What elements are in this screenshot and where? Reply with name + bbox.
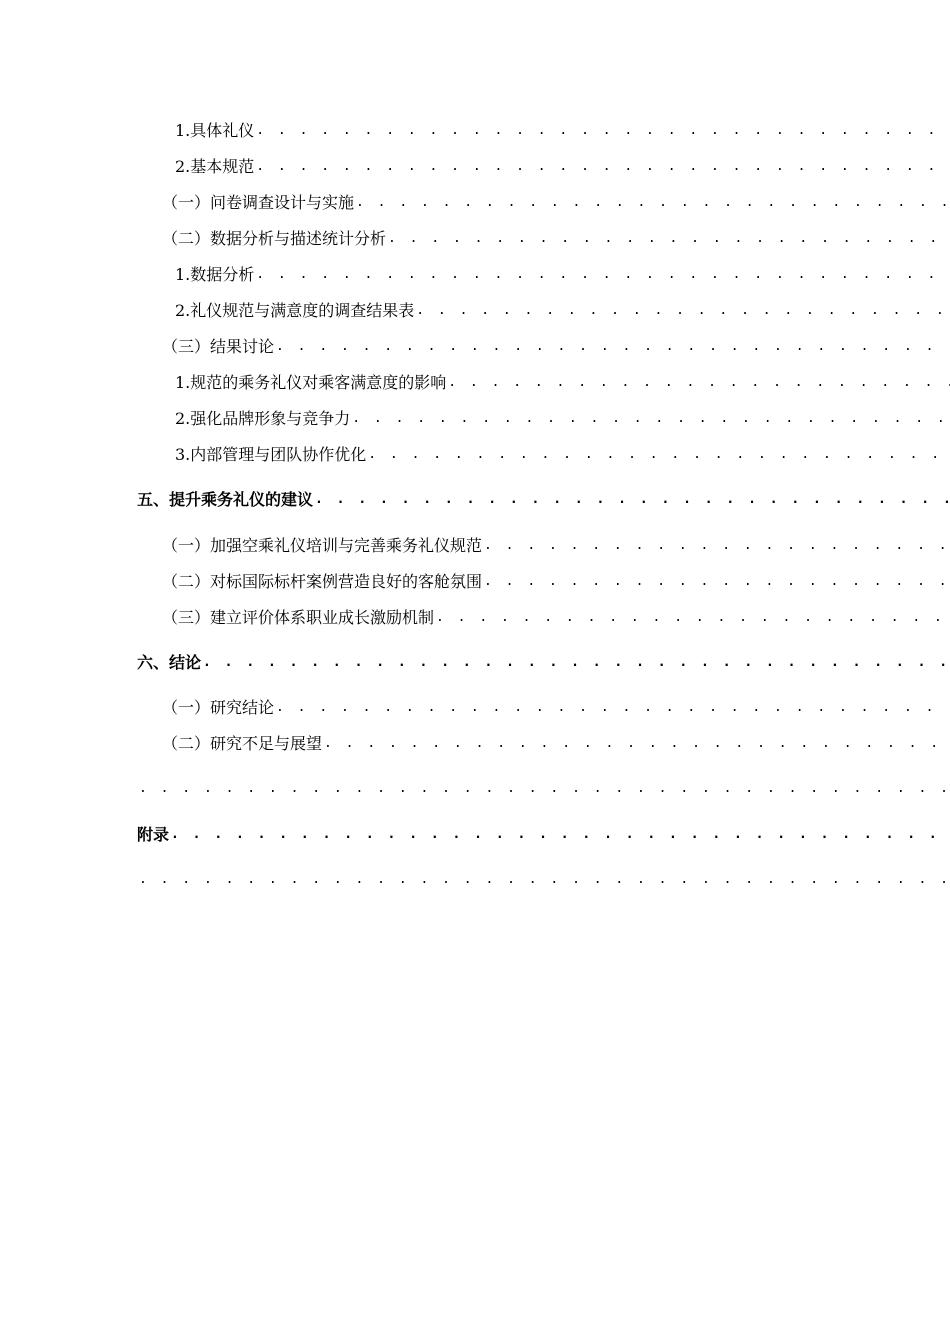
toc-entry-title: 2.基本规范 [175,157,255,176]
toc-entry-chapter[interactable] [0,486,950,510]
toc-leader-dots [315,490,950,510]
toc-entry-untitled[interactable] [0,866,950,890]
toc-entry[interactable] [0,261,950,285]
toc-entry-title: 五、提升乘务礼仪的建议 [137,490,314,509]
toc-entry-untitled[interactable] [0,775,950,799]
toc-entry-title: 1.具体礼仪 [175,121,255,140]
toc-entry[interactable] [0,297,950,321]
toc-entry[interactable] [0,568,950,592]
toc-entry-title: 2.礼仪规范与满意度的调查结果表 [175,301,415,320]
toc-leader-dots [484,572,950,592]
toc-entry-title: 附录 [137,825,170,844]
toc-leader-dots [448,373,950,393]
toc-entry-title: （一）加强空乘礼仪培训与完善乘务礼仪规范 [162,536,483,555]
toc-entry[interactable] [0,694,950,718]
toc-leader-dots [171,825,950,845]
toc-leader-dots [324,734,950,754]
toc-entry[interactable] [0,730,950,754]
toc-entry[interactable] [0,405,950,429]
toc-entry[interactable] [0,369,950,393]
toc-leader-dots [276,698,950,718]
toc-entry-title: （二）对标国际标杆案例营造良好的客舱氛围 [162,572,483,591]
toc-entry[interactable] [0,333,950,357]
toc-entry-title: （一）问卷调查设计与实施 [162,193,355,212]
toc-entry[interactable] [0,532,950,556]
toc-entry-title: （一）研究结论 [162,698,275,717]
toc-entry-chapter[interactable] [0,649,950,673]
toc-leader-dots [436,608,950,628]
toc-leader-dots [484,536,950,556]
toc-entry[interactable] [0,153,950,177]
toc-entry[interactable] [0,117,950,141]
toc-entry[interactable] [0,225,950,249]
toc-entry-title: （二）数据分析与描述统计分析 [162,229,387,248]
toc-leader-dots [416,301,950,321]
toc-entry-title: 1.数据分析 [175,265,255,284]
toc-leader-dots [388,229,950,249]
toc-entry-title: （三）建立评价体系职业成长激励机制 [162,608,435,627]
toc-entry-appendix[interactable] [0,821,950,845]
toc-leader-dots [203,653,950,673]
toc-leader-dots [256,157,950,177]
toc-leader-dots [256,121,950,141]
toc-entry[interactable] [0,189,950,213]
toc-leader-dots [368,445,950,465]
toc-leader-dots [256,265,950,285]
toc-entry-title: 3.内部管理与团队协作优化 [175,445,367,464]
toc-entry-title: （三）结果讨论 [162,337,275,356]
toc-entry-title: 2.强化品牌形象与竞争力 [175,409,351,428]
toc-leader-dots [139,870,950,890]
toc-leader-dots [139,779,950,799]
toc-leader-dots [276,337,950,357]
toc-leader-dots [356,193,950,213]
toc-entry-title: （二）研究不足与展望 [162,734,323,753]
toc-entry[interactable] [0,441,950,465]
toc-entry-title: 六、结论 [137,653,202,672]
toc-entry-title: 1.规范的乘务礼仪对乘客满意度的影响 [175,373,447,392]
toc-leader-dots [352,409,950,429]
toc-entry[interactable] [0,604,950,628]
